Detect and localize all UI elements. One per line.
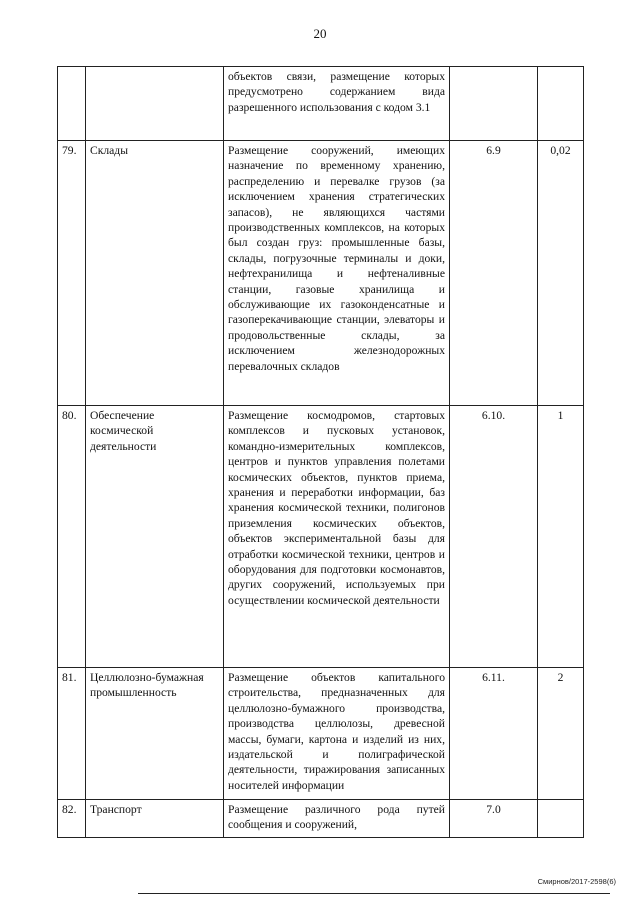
footer-divider [138,893,610,894]
coefficient-value: 0,02 [538,141,584,406]
page-number: 20 [313,26,327,41]
row-number: 81. [58,668,86,800]
land-use-code: 6.11. [450,668,538,800]
land-use-name: Целлюлозно-бумажная промышленность [86,668,224,800]
row-number: 79. [58,141,86,406]
land-use-description: Размещение космодромов, стартовых комплексов и пусковых установок, командно-измерительных комплексов, центров и пунктов управления полетами космических объектов, пунктов приема, хранения и переработки информации, баз хранения космической техники, полигонов приземления космических объектов, объектов экспериментальной базы для отработки космической техники, центров и оборудования для подготовки космонавтов, других сооружений, используемых при осуществлении космической деятельности [224,406,450,668]
table-row [58,141,584,406]
table-row [58,668,584,800]
land-use-description: объектов связи, размещение которых предусмотрено содержанием вида разрешенного использования с кодом 3.1 [224,67,450,141]
table-row [58,406,584,668]
table-row [58,67,584,141]
land-use-name: Склады [86,141,224,406]
land-use-description: Размещение различного рода путей сообщения и сооружений, [224,800,450,838]
document-footer-code: Смирнов/2017-2598(6) [537,877,616,886]
land-use-description: Размещение объектов капитального строительства, предназначенных для целлюлозно-бумажного производства, производства целлюлозы, древесной массы, бумаги, картона и изделий из них, издательской и полиграфической деятельности, тиражирования записанных носителей информации [224,668,450,800]
land-use-name: Обеспечение космической деятельности [86,406,224,668]
land-use-code: 6.9 [450,141,538,406]
land-use-code [450,67,538,141]
land-use-name: Транспорт [86,800,224,838]
row-number: 80. [58,406,86,668]
table-row [58,800,584,838]
row-number: 82. [58,800,86,838]
land-use-name [86,67,224,141]
land-use-code: 7.0 [450,800,538,838]
row-number [58,67,86,141]
coefficient-value: 2 [538,668,584,800]
land-use-code: 6.10. [450,406,538,668]
land-use-table [57,66,584,838]
coefficient-value [538,67,584,141]
land-use-description: Размещение сооружений, имеющих назначение по временному хранению, распределению и перевалке грузов (за исключением хранения стратегических запасов), не являющихся частями производственных комплексов, на которых был создан груз: промышленные базы, склады, погрузочные терминалы и доки, нефтехранилища и нефтеналивные станции, газовые хранилища и обслуживающие их газоконденсатные и газоперекачивающие станции, элеваторы и продовольственные склады, за исключением железнодорожных перевалочных складов [224,141,450,406]
coefficient-value [538,800,584,838]
coefficient-value: 1 [538,406,584,668]
